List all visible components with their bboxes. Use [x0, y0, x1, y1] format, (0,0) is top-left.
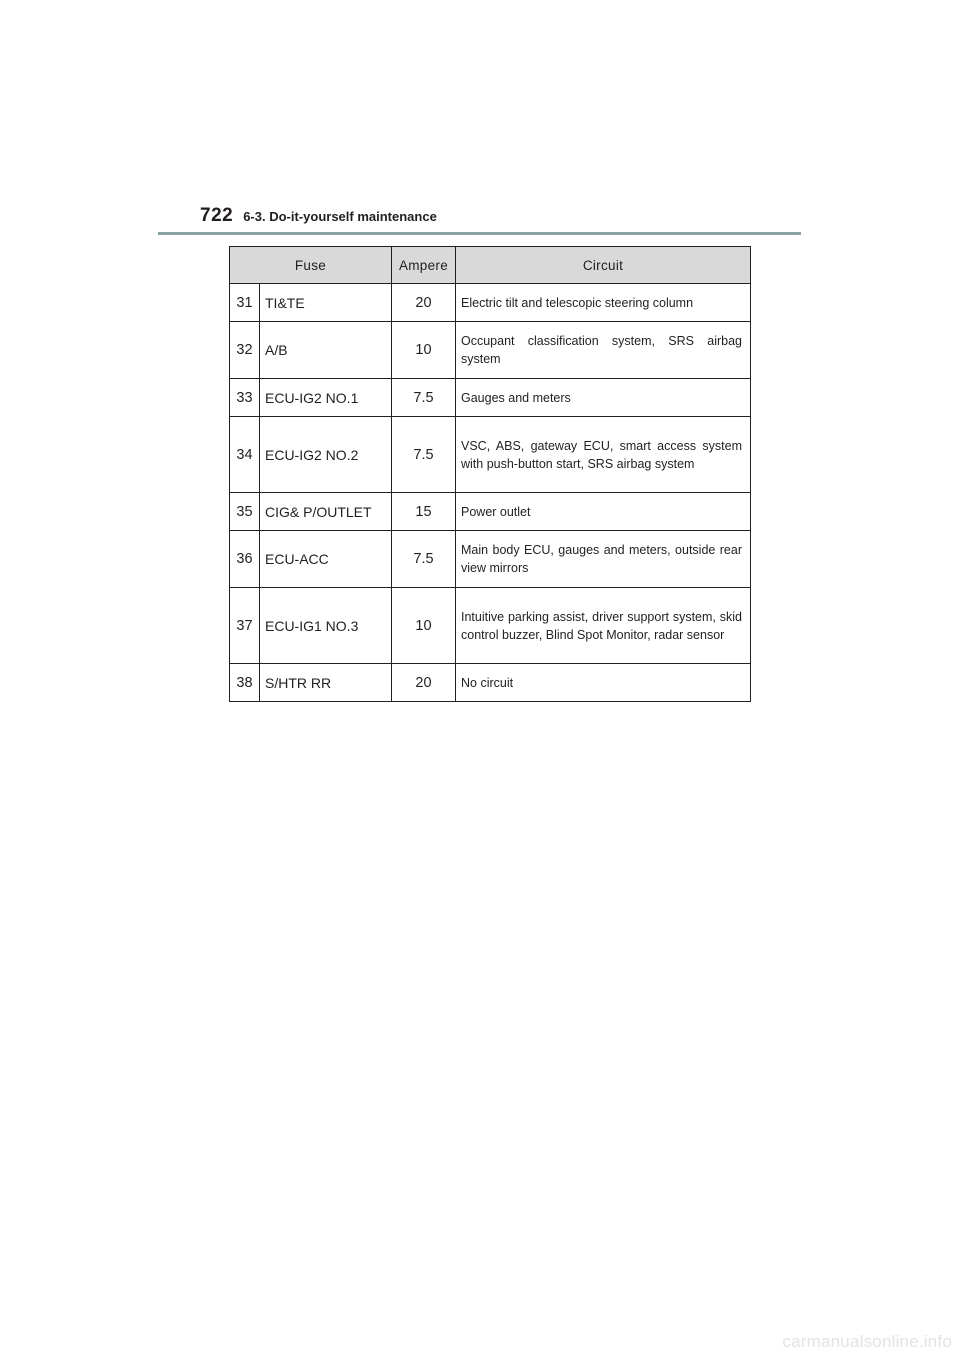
fuse-ampere: 7.5: [392, 531, 456, 588]
fuse-ampere: 7.5: [392, 417, 456, 493]
fuse-name: TI&TE: [260, 284, 392, 322]
page-number: 722: [200, 205, 234, 226]
fuse-circuit: Gauges and meters: [456, 379, 751, 417]
fuse-number: 34: [230, 417, 260, 493]
fuse-circuit: Electric tilt and telescopic steering column: [456, 284, 751, 322]
fuse-name: ECU-IG2 NO.1: [260, 379, 392, 417]
fuse-number: 35: [230, 493, 260, 531]
fuse-number: 33: [230, 379, 260, 417]
fuse-ampere: 10: [392, 322, 456, 379]
section-title: 6-3. Do-it-yourself maintenance: [243, 209, 437, 224]
fuse-circuit: VSC, ABS, gateway ECU, smart access system with push-button start, SRS airbag system: [456, 417, 751, 493]
fuse-name: ECU-IG2 NO.2: [260, 417, 392, 493]
fuse-ampere: 15: [392, 493, 456, 531]
table-header-row: [230, 247, 751, 284]
fuse-number: 38: [230, 664, 260, 702]
fuse-name: CIG& P/OUTLET: [260, 493, 392, 531]
fuse-ampere: 7.5: [392, 379, 456, 417]
fuse-ampere: 20: [392, 664, 456, 702]
watermark-text: carmanualsonline.info: [782, 1332, 952, 1351]
table-row: [230, 417, 751, 493]
column-header-fuse: Fuse: [230, 247, 392, 284]
fuse-table: [229, 246, 751, 702]
fuse-name: ECU-IG1 NO.3: [260, 588, 392, 664]
fuse-number: 37: [230, 588, 260, 664]
table-row: [230, 493, 751, 531]
column-header-ampere: Ampere: [392, 247, 456, 284]
table-row: [230, 322, 751, 379]
column-header-circuit: Circuit: [456, 247, 751, 284]
fuse-name: A/B: [260, 322, 392, 379]
fuse-circuit: Occupant classification system, SRS airbag system: [456, 322, 751, 379]
fuse-ampere: 20: [392, 284, 456, 322]
table-row: [230, 531, 751, 588]
table-row: [230, 284, 751, 322]
fuse-circuit: Main body ECU, gauges and meters, outside rear view mirrors: [456, 531, 751, 588]
fuse-number: 32: [230, 322, 260, 379]
fuse-circuit: No circuit: [456, 664, 751, 702]
header-divider: [158, 232, 801, 235]
page-header: [200, 205, 437, 235]
fuse-number: 36: [230, 531, 260, 588]
table-row: [230, 588, 751, 664]
fuse-number: 31: [230, 284, 260, 322]
table-row: [230, 379, 751, 417]
fuse-name: ECU-ACC: [260, 531, 392, 588]
fuse-circuit: Intuitive parking assist, driver support system, skid control buzzer, Blind Spot Monitor, radar sensor: [456, 588, 751, 664]
fuse-ampere: 10: [392, 588, 456, 664]
table-row: [230, 664, 751, 702]
fuse-name: S/HTR RR: [260, 664, 392, 702]
fuse-circuit: Power outlet: [456, 493, 751, 531]
